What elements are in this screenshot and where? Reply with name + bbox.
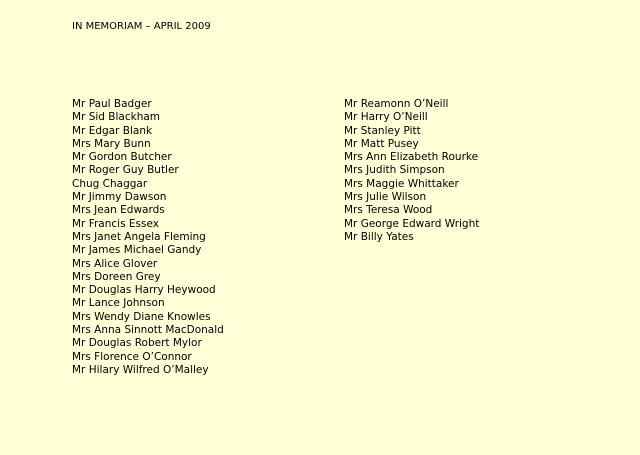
name-item: Mr Roger Guy Butler [72, 164, 179, 177]
name-item: Mrs Judith Simpson [344, 164, 445, 177]
name-item: Mr Billy Yates [344, 230, 414, 243]
page-title: IN MEMORIAM – APRIL 2009 [72, 21, 211, 32]
name-item: Mr Sid Blackham [72, 111, 161, 124]
name-item: Mrs Alice Glover [72, 257, 158, 270]
name-item: Mrs Julie Wilson [344, 191, 427, 204]
name-item: Mrs Ann Elizabeth Rourke [344, 151, 479, 164]
name-item: Mr Stanley Pitt [344, 124, 421, 137]
name-item: Mrs Mary Bunn [72, 137, 151, 150]
name-item: Mr Douglas Harry Heywood [72, 284, 216, 297]
name-item: Mr James Michael Gandy [72, 244, 202, 257]
names-column-left [72, 98, 224, 377]
name-item: Mr Hilary Wilfred O’Malley [72, 363, 209, 376]
name-item: Mrs Janet Angela Fleming [72, 230, 206, 243]
name-item: Mrs Doreen Grey [72, 270, 161, 283]
name-item: Mrs Florence O’Connor [72, 350, 192, 363]
name-item: Mr Lance Johnson [72, 297, 165, 310]
name-item: Mrs Teresa Wood [344, 204, 433, 217]
name-item: Mrs Wendy Diane Knowles [72, 310, 211, 323]
name-item: Mrs Anna Sinnott MacDonald [72, 324, 224, 337]
name-item: Mr Reamonn O’Neill [344, 98, 449, 110]
name-item: Mr Matt Pusey [344, 137, 419, 150]
name-item: Mr George Edward Wright [344, 217, 480, 230]
name-item: Mr Edgar Blank [72, 124, 153, 137]
name-item: Mrs Jean Edwards [72, 204, 165, 217]
name-item: Mr Harry O’Neill [344, 111, 428, 124]
name-item: Mr Jimmy Dawson [72, 191, 167, 204]
name-item: Mr Gordon Butcher [72, 151, 172, 164]
name-item: Mr Douglas Robert Mylor [72, 337, 202, 350]
name-item: Chug Chaggar [72, 177, 148, 190]
name-item: Mr Paul Badger [72, 98, 152, 110]
name-item: Mrs Maggie Whittaker [344, 177, 459, 190]
names-column-right [344, 98, 479, 244]
name-item: Mr Francis Essex [72, 217, 159, 230]
